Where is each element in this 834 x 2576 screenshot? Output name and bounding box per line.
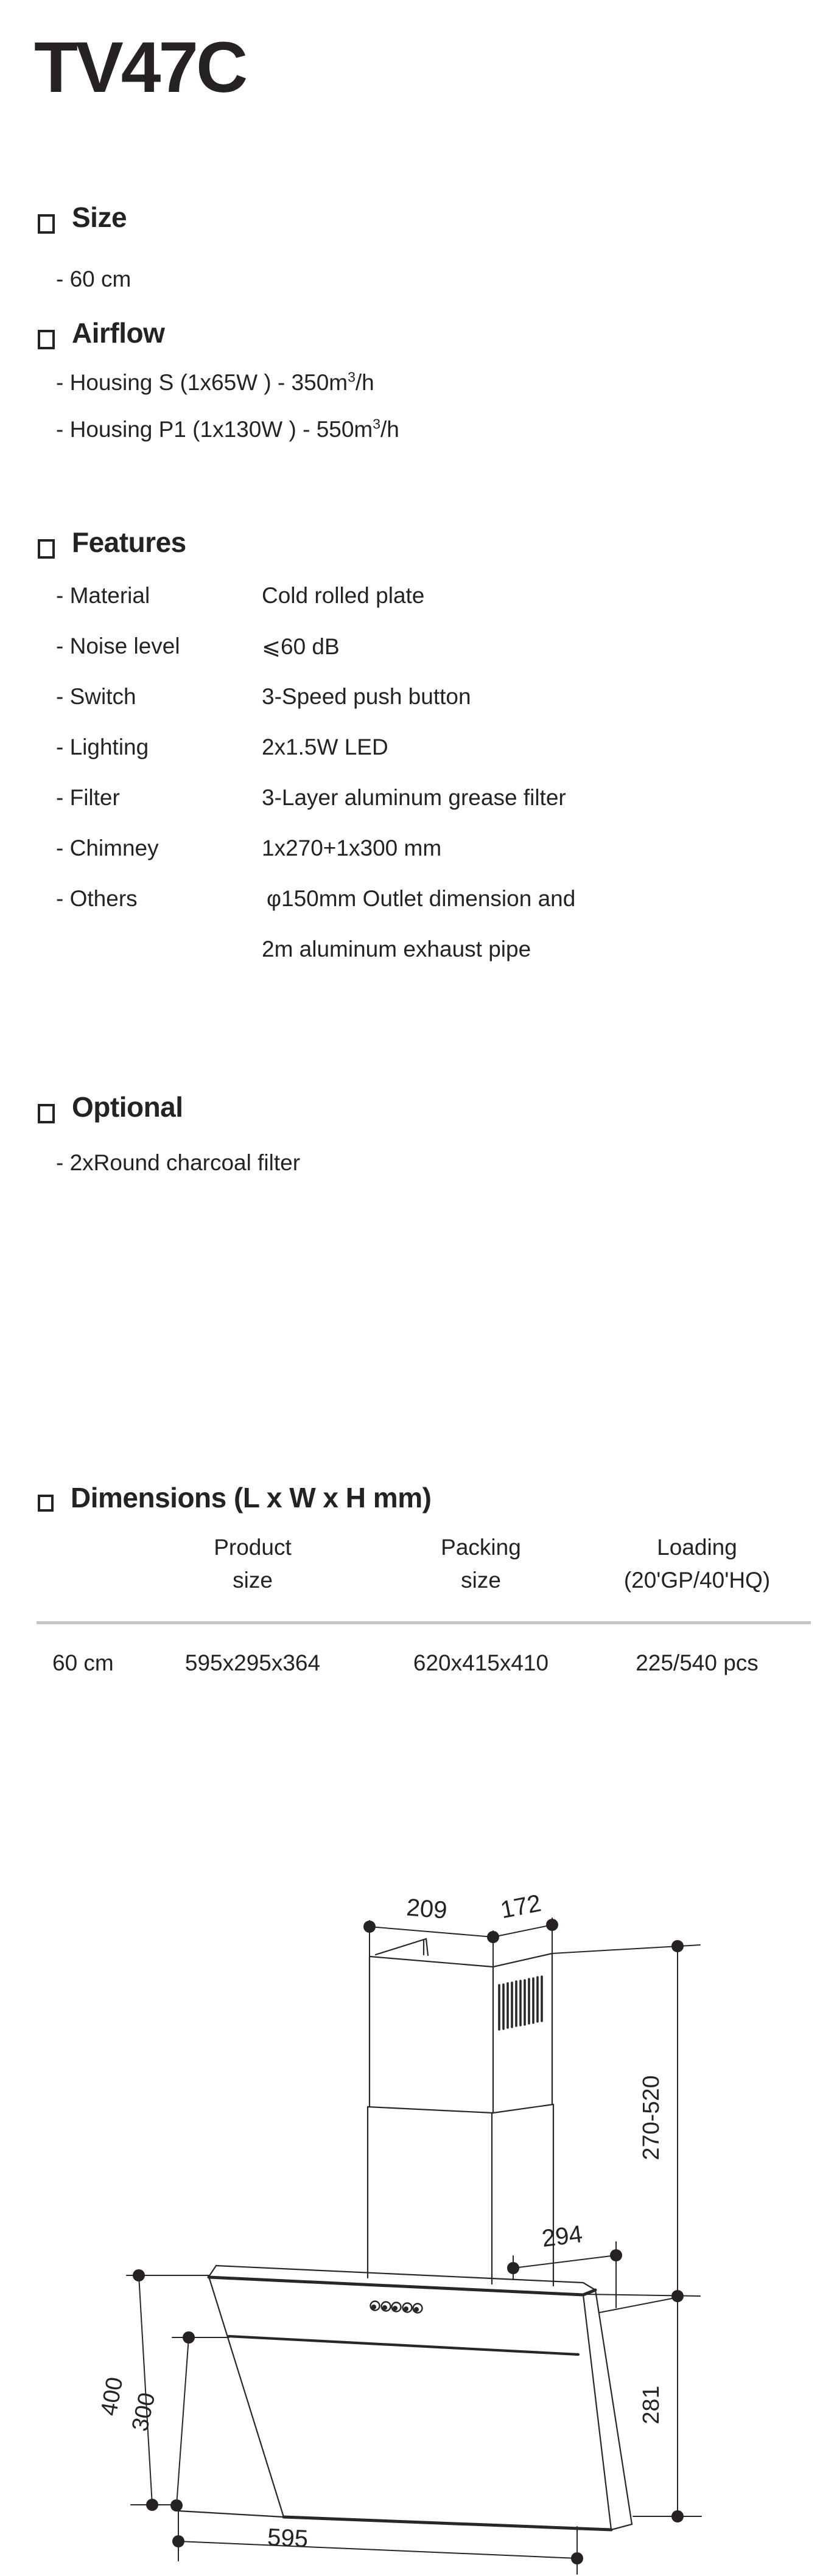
feature-label: - Material [56, 583, 150, 608]
feature-label: - Filter [56, 785, 120, 810]
airflow-item-text: - Housing P1 (1x130W ) - 550m [56, 417, 373, 442]
dim-label-595: 595 [267, 2524, 309, 2553]
feature-value: ⩽60 dB [262, 634, 340, 659]
feature-label: - Others [56, 886, 138, 911]
chimney-upper-outline [370, 1939, 552, 2113]
feature-value-continuation: 2m aluminum exhaust pipe [262, 937, 531, 962]
dim-label-300: 300 [127, 2390, 161, 2434]
hood-outline [178, 2266, 632, 2530]
optional-item: - 2xRound charcoal filter [56, 1150, 301, 1175]
table-header-line: Product [214, 1535, 292, 1560]
table-cell-packing: 620x415x410 [413, 1650, 549, 1675]
feature-label: - Switch [56, 684, 136, 709]
table-cell-size: 60 cm [52, 1650, 114, 1675]
dim-label-294: 294 [540, 2221, 584, 2253]
control-buttons-icon [371, 2302, 422, 2313]
table-cell-product: 595x295x364 [184, 1650, 321, 1675]
airflow-item-text: - Housing S (1x65W ) - 350m [56, 370, 348, 395]
airflow-item-unit: /h [380, 417, 399, 442]
section-heading-features: Features [72, 526, 186, 558]
table-header-line: size [461, 1568, 501, 1593]
feature-value: 3-Speed push button [262, 684, 471, 709]
dim-label-209: 209 [405, 1894, 449, 1924]
dim-label-270-520: 270-520 [639, 2075, 664, 2160]
dim-label-400: 400 [96, 2375, 128, 2418]
table-header-line: size [233, 1568, 273, 1593]
table-header-line: Packing [441, 1535, 521, 1560]
size-item: - 60 cm [56, 267, 131, 291]
dimension-dots [133, 1919, 684, 2564]
airflow-item-unit: /h [355, 370, 374, 395]
dimension-bottom-width [178, 2527, 577, 2574]
feature-value: φ150mm Outlet dimension and [267, 886, 576, 911]
section-heading-airflow: Airflow [72, 317, 165, 349]
page-title: TV47C [34, 27, 246, 108]
table-header-line: Loading [657, 1535, 737, 1560]
section-heading-dimensions: Dimensions (L x W x H mm) [71, 1482, 432, 1513]
chimney-lower-outline [368, 2104, 553, 2286]
dimension-mid-depth [513, 2242, 616, 2308]
airflow-item-sup: 3 [373, 416, 381, 432]
feature-value: Cold rolled plate [262, 583, 425, 608]
table-cell-loading: 225/540 pcs [636, 1650, 759, 1675]
feature-label: - Noise level [56, 634, 180, 658]
feature-label: - Lighting [56, 735, 149, 759]
feature-label: - Chimney [56, 836, 159, 860]
section-heading-optional: Optional [72, 1091, 183, 1123]
dim-label-172: 172 [498, 1890, 544, 1924]
feature-value: 2x1.5W LED [262, 735, 388, 759]
feature-value: 3-Layer aluminum grease filter [262, 785, 566, 810]
table-header-line: (20'GP/40'HQ) [623, 1568, 771, 1593]
vent-slots-icon [499, 1977, 542, 2030]
dim-label-281: 281 [639, 2386, 664, 2424]
feature-value: 1x270+1x300 mm [262, 836, 442, 860]
airflow-item-sup: 3 [348, 369, 356, 385]
section-heading-size: Size [72, 201, 127, 233]
